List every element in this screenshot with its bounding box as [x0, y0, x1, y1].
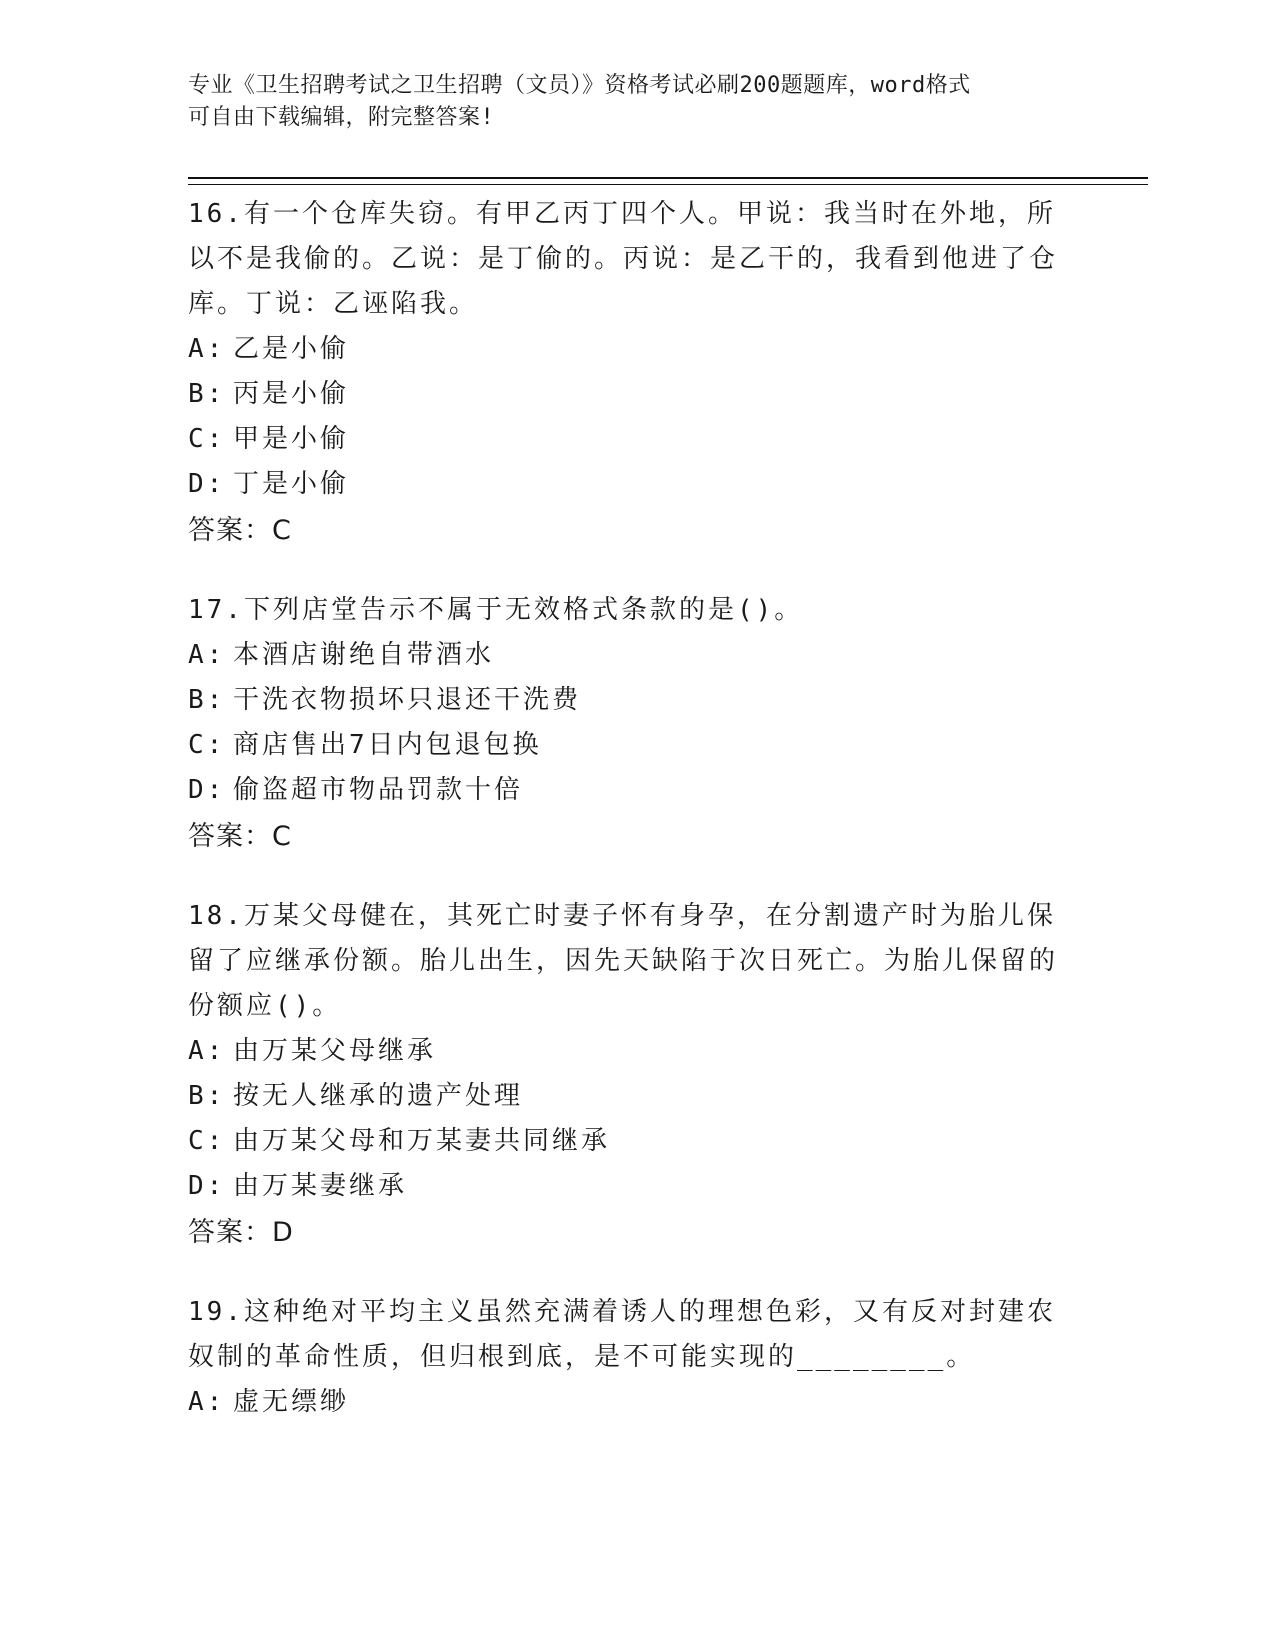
option-b	[188, 372, 1088, 417]
question-18	[188, 894, 1088, 1256]
question-19	[188, 1290, 1088, 1425]
answer-line: 答案：D	[188, 1217, 294, 1248]
option-text: 按无人继承的遗产处理	[233, 1081, 524, 1111]
option-a	[188, 1380, 1088, 1425]
option-c	[188, 1119, 1088, 1164]
header-line-1: 专业《卫生招聘考试之卫生招聘（文员）》资格考试必刷200题题库，word格式	[188, 73, 971, 98]
header-divider	[188, 177, 1148, 185]
option-text: 丙是小偷	[233, 379, 350, 409]
question-17	[188, 588, 1088, 860]
question-stem: 16.有一个仓库失窃。有甲乙丙丁四个人。甲说：我当时在外地，所以不是我偷的。乙说：是丁偷的。丙说：是乙干的，我看到他进了仓库。丁说：乙诬陷我。	[188, 199, 1059, 319]
option-letter: B:	[188, 1081, 226, 1111]
question-stem: 18.万某父母健在，其死亡时妻子怀有身孕，在分割遗产时为胎儿保留了应继承份额。胎儿出生，因先天缺陷于次日死亡。为胎儿保留的份额应()。	[188, 901, 1059, 1021]
option-text: 偷盗超市物品罚款十倍	[233, 775, 524, 805]
option-letter: D:	[188, 469, 226, 499]
option-letter: D:	[188, 775, 226, 805]
option-text: 乙是小偷	[233, 334, 350, 364]
option-text: 干洗衣物损坏只退还干洗费	[233, 685, 582, 715]
option-letter: D:	[188, 1171, 226, 1201]
option-d	[188, 768, 1088, 813]
option-a	[188, 1029, 1088, 1074]
option-b	[188, 678, 1088, 723]
option-d	[188, 1164, 1088, 1209]
header-line-2: 可自由下载编辑，附完整答案!	[188, 105, 495, 130]
option-letter: C:	[188, 730, 226, 760]
answer-line: 答案：C	[188, 821, 292, 852]
question-stem: 19.这种绝对平均主义虽然充满着诱人的理想色彩，又有反对封建农奴制的革命性质，但归根到底，是不可能实现的________。	[188, 1297, 1056, 1372]
option-letter: C:	[188, 424, 226, 454]
option-text: 由万某妻继承	[233, 1171, 408, 1201]
option-letter: B:	[188, 685, 226, 715]
option-letter: B:	[188, 379, 226, 409]
option-d	[188, 462, 1088, 507]
option-c	[188, 417, 1088, 462]
option-text: 甲是小偷	[233, 424, 350, 454]
question-list	[188, 192, 1088, 1459]
option-letter: A:	[188, 1036, 226, 1066]
document-header	[188, 70, 1068, 134]
question-stem: 17.下列店堂告示不属于无效格式条款的是()。	[188, 595, 804, 625]
answer-line: 答案：C	[188, 515, 292, 546]
option-letter: A:	[188, 640, 226, 670]
question-16	[188, 192, 1088, 554]
option-text: 由万某父母和万某妻共同继承	[233, 1126, 611, 1156]
option-text: 商店售出7日内包退包换	[233, 730, 542, 760]
option-a	[188, 327, 1088, 372]
option-a	[188, 633, 1088, 678]
option-text: 由万某父母继承	[233, 1036, 437, 1066]
option-text: 虚无缥缈	[233, 1387, 350, 1417]
option-letter: A:	[188, 334, 226, 364]
option-letter: C:	[188, 1126, 226, 1156]
option-text: 本酒店谢绝自带酒水	[233, 640, 495, 670]
option-text: 丁是小偷	[233, 469, 350, 499]
option-b	[188, 1074, 1088, 1119]
option-c	[188, 723, 1088, 768]
option-letter: A:	[188, 1387, 226, 1417]
